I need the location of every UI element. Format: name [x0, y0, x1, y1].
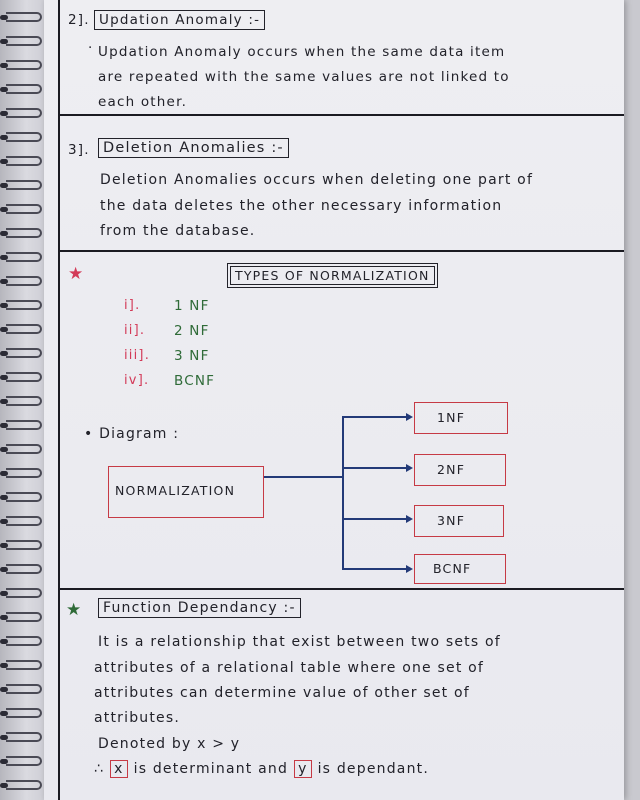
- connector-line: [344, 467, 406, 469]
- connector-line: [344, 568, 406, 570]
- list-item: 1 NF: [174, 298, 210, 314]
- list-number: ii].: [124, 323, 146, 338]
- determinant-text: is determinant and: [133, 761, 289, 777]
- spiral-ring: [6, 252, 42, 262]
- spiral-ring: [6, 396, 42, 406]
- therefore-symbol: ∴: [94, 761, 105, 777]
- arrow-icon: [406, 565, 413, 573]
- star-icon: ★: [66, 600, 82, 620]
- spiral-ring: [6, 636, 42, 646]
- spiral-ring: [6, 228, 42, 238]
- list-number: iii].: [124, 348, 151, 363]
- diagram-root-label: NORMALIZATION: [115, 483, 236, 498]
- spiral-ring: [6, 708, 42, 718]
- spiral-ring: [6, 660, 42, 670]
- spiral-ring: [6, 348, 42, 358]
- arrow-icon: [406, 413, 413, 421]
- section-divider: [58, 588, 624, 590]
- connector-line: [264, 476, 344, 478]
- spiral-ring: [6, 444, 42, 454]
- section-number: 2].: [68, 12, 90, 28]
- conclusion-line: [94, 760, 429, 778]
- spiral-ring: [6, 780, 42, 790]
- spiral-ring: [6, 84, 42, 94]
- text-line: are repeated with the same values are not linked to: [98, 69, 510, 85]
- section-title: Function Dependancy :-: [98, 598, 301, 618]
- list-number: iv].: [124, 373, 150, 388]
- spiral-ring: [6, 420, 42, 430]
- diagram-child-box: [414, 454, 506, 486]
- spiral-ring: [6, 468, 42, 478]
- x-box: x: [110, 760, 128, 778]
- diagram-label: • Diagram :: [84, 426, 180, 442]
- text-line: It is a relationship that exist between two sets of: [98, 634, 501, 650]
- list-item: 3 NF: [174, 348, 210, 364]
- section-number: 3].: [68, 142, 90, 158]
- y-box: y: [294, 760, 312, 778]
- diagram-child-label: BCNF: [433, 561, 472, 576]
- text-line: attributes of a relational table where one set of: [94, 660, 485, 676]
- spiral-ring: [6, 12, 42, 22]
- spiral-ring: [6, 612, 42, 622]
- text-line: from the database.: [100, 223, 256, 239]
- section-title: TYPES OF NORMALIZATION: [230, 266, 435, 285]
- spiral-ring: [6, 372, 42, 382]
- spiral-ring: [6, 516, 42, 526]
- spiral-ring: [6, 132, 42, 142]
- spiral-ring: [6, 324, 42, 334]
- diagram-child-box: [414, 402, 508, 434]
- text-line: Updation Anomaly occurs when the same data item: [98, 44, 506, 60]
- list-item: BCNF: [174, 373, 216, 389]
- section-title: Updation Anomaly :-: [94, 10, 265, 30]
- spiral-ring: [6, 156, 42, 166]
- spiral-ring: [6, 756, 42, 766]
- diagram-child-label: 2NF: [437, 462, 466, 477]
- text-line: each other.: [98, 94, 188, 110]
- text-line: attributes can determine value of other set of: [94, 685, 470, 701]
- text-line: the data deletes the other necessary information: [100, 198, 503, 214]
- connector-line: [344, 416, 406, 418]
- dependant-text: is dependant.: [317, 761, 429, 777]
- section-divider: [58, 250, 624, 252]
- spiral-ring: [6, 60, 42, 70]
- spiral-ring: [6, 732, 42, 742]
- diagram-root-box: [108, 466, 264, 518]
- diagram-child-box: [414, 554, 506, 584]
- spiral-ring: [6, 540, 42, 550]
- list-item: 2 NF: [174, 323, 210, 339]
- denoted-line: Denoted by x > y: [98, 736, 241, 752]
- diagram-child-box: [414, 505, 504, 537]
- section-divider: [58, 114, 624, 116]
- spiral-ring: [6, 180, 42, 190]
- diagram-child-label: 3NF: [437, 513, 466, 528]
- section-title: Deletion Anomalies :-: [98, 138, 289, 158]
- list-number: i].: [124, 298, 141, 313]
- diagram-child-label: 1NF: [437, 410, 466, 425]
- spiral-binding: [0, 0, 44, 800]
- spiral-ring: [6, 108, 42, 118]
- text-line: attributes.: [94, 710, 181, 726]
- star-icon: ★: [68, 264, 84, 284]
- arrow-icon: [406, 515, 413, 523]
- notebook-page: [44, 0, 624, 800]
- spiral-ring: [6, 36, 42, 46]
- spiral-ring: [6, 588, 42, 598]
- spiral-ring: [6, 204, 42, 214]
- spiral-ring: [6, 276, 42, 286]
- spiral-ring: [6, 684, 42, 694]
- connector-line: [344, 518, 406, 520]
- bullet: ·: [88, 40, 94, 56]
- arrow-icon: [406, 464, 413, 472]
- spiral-ring: [6, 564, 42, 574]
- text-line: Deletion Anomalies occurs when deleting one part of: [100, 172, 534, 188]
- margin-line: [58, 0, 60, 800]
- connector-line: [342, 416, 344, 570]
- spiral-ring: [6, 492, 42, 502]
- spiral-ring: [6, 300, 42, 310]
